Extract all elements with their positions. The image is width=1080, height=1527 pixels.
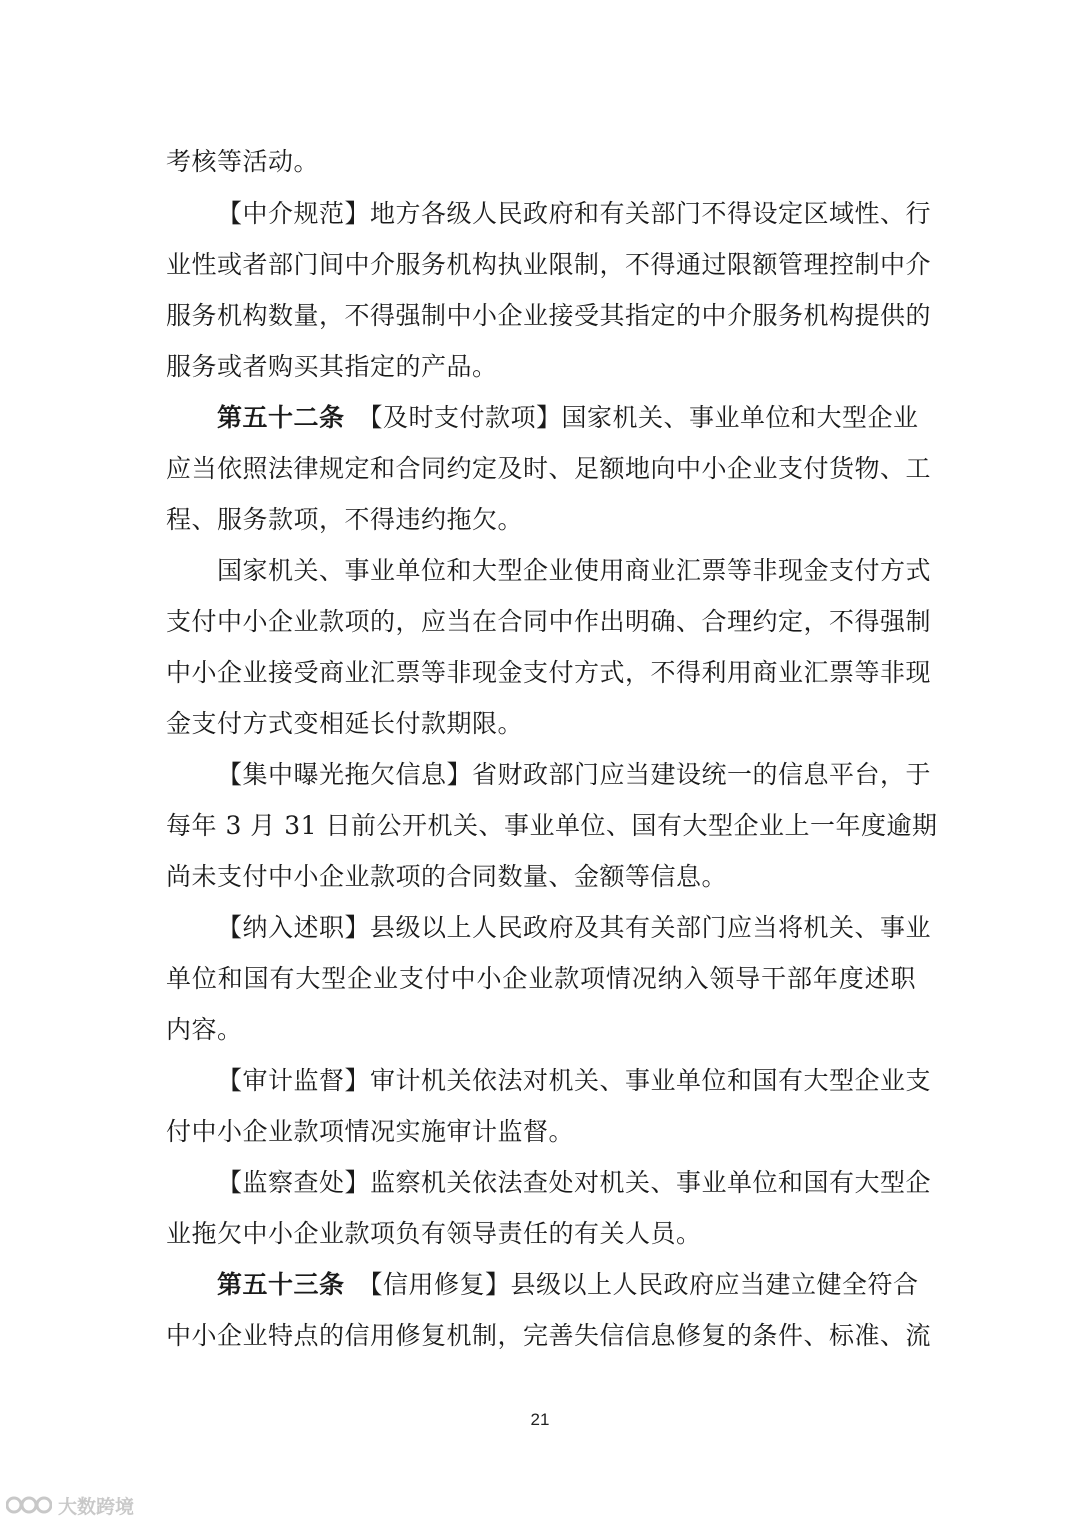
watermark [6,1490,134,1520]
text-line: 【监察查处】监察机关依法查处对机关、事业单位和国有大型企 [217,1168,932,1197]
article-number: 第五十二条 [217,403,371,432]
text-line: 中小企业特点的信用修复机制，完善失信信息修复的条件、标准、流 [166,1321,932,1350]
text-line: 付中小企业款项情况实施审计监督。 [166,1117,575,1146]
text-line: 金支付方式变相延长付款期限。 [166,709,524,738]
text-line: 应当依照法律规定和合同约定及时、足额地向中小企业支付货物、工 [166,454,932,483]
text-line: 【纳入述职】县级以上人民政府及其有关部门应当将机关、事业 [217,913,932,942]
text-line: 每年 3 月 31 日前公开机关、事业单位、国有大型企业上一年度逾期 [166,811,938,840]
text-line: 中小企业接受商业汇票等非现金支付方式，不得利用商业汇票等非现 [166,658,932,687]
text-line: 服务或者购买其指定的产品。 [166,352,498,381]
page-number: 21 [530,1410,550,1429]
weibo-logo-icon [6,1493,52,1517]
text-line: 【中介规范】地方各级人民政府和有关部门不得设定区域性、行 [217,199,932,228]
text-line: 国家机关、事业单位和大型企业使用商业汇票等非现金支付方式 [217,556,932,585]
article-number: 第五十三条 [217,1270,371,1299]
text-line: 尚未支付中小企业款项的合同数量、金额等信息。 [166,862,728,891]
text-line: 考核等活动。 [166,147,320,176]
text-line: 服务机构数量，不得强制中小企业接受其指定的中介服务机构提供的 [166,301,932,330]
text-line: 业拖欠中小企业款项负有领导责任的有关人员。 [166,1219,702,1248]
text-line: 内容。 [166,1015,243,1044]
text-line: 支付中小企业款项的，应当在合同中作出明确、合理约定，不得强制 [166,607,932,636]
text-line: 单位和国有大型企业支付中小企业款项情况纳入领导干部年度述职 [166,964,916,993]
article-heading-line: 第五十三条 【信用修复】县级以上人民政府应当建立健全符合 [217,1270,919,1299]
text-line: 【集中曝光拖欠信息】省财政部门应当建设统一的信息平台，于 [217,760,932,789]
text-line: 程、服务款项，不得违约拖欠。 [166,505,524,534]
watermark-text: 大数跨境 [58,1495,135,1518]
text-line: 【审计监督】审计机关依法对机关、事业单位和国有大型企业支 [217,1066,932,1095]
article-heading-line: 第五十二条 【及时支付款项】国家机关、事业单位和大型企业 [217,403,919,432]
text-line: 业性或者部门间中介服务机构执业限制，不得通过限额管理控制中介 [166,250,932,279]
